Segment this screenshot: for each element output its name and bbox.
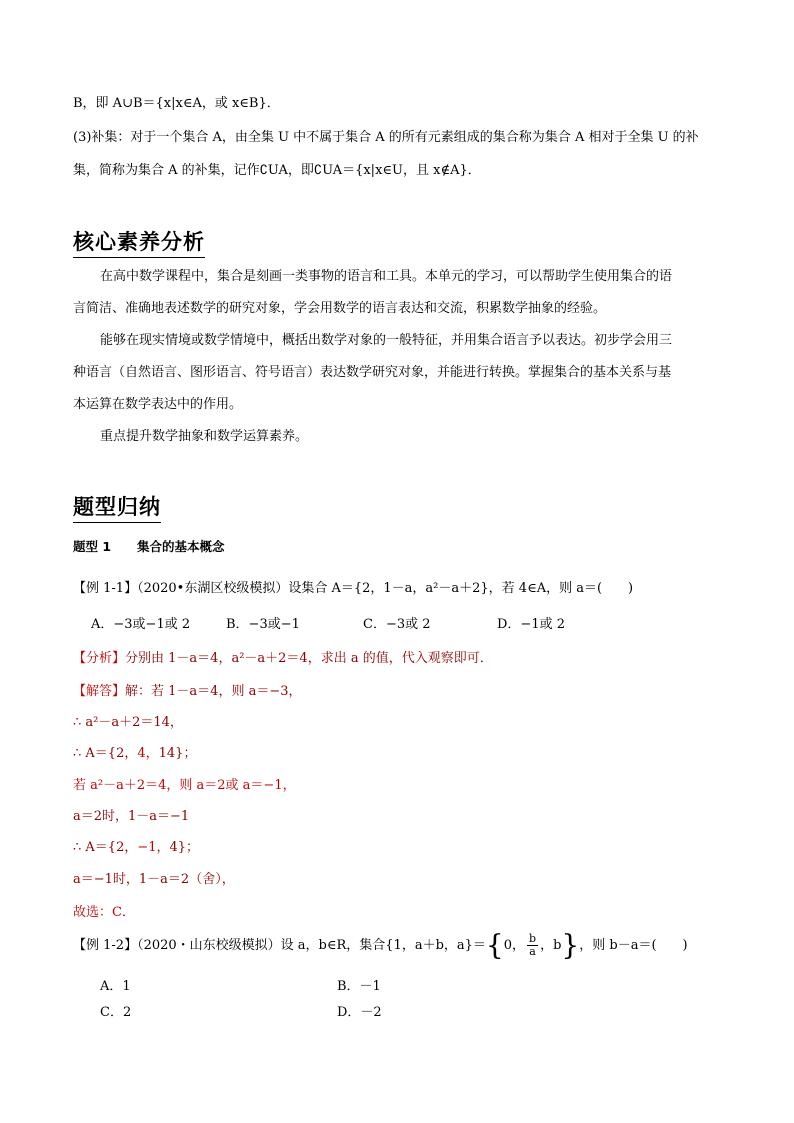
- solution-step-2: [73, 745, 196, 763]
- analysis-text: 分别由 1－a＝4，a²－a＋2＝4，求出 a 的值，代入观察即可．: [125, 651, 493, 666]
- example-1-1-option-b: B．−3或−1: [226, 617, 300, 632]
- solution-step-5-red: −1，: [137, 840, 170, 855]
- type-1-label: 题型 1: [73, 539, 112, 554]
- example-1-1-option-a: A．−3或−1或 2: [91, 617, 191, 632]
- example-1-2-tail: ，则 b－a＝( ): [579, 938, 688, 953]
- solution-step-2-red: 4，: [137, 746, 159, 761]
- example-1-1-stem: （2020•东湖区校级模拟）设集合 A＝{2，1－a，a²－a＋2}，若 4∈A，则 a＝( ): [137, 581, 634, 596]
- example-1-1-option-c: C．−3或 2: [363, 617, 431, 632]
- solution-step-4: a＝2时，1－a＝−1: [73, 809, 190, 824]
- solution-step-2-post: 14}；: [158, 746, 197, 761]
- solution-step-5-post: 4}；: [169, 840, 200, 855]
- fraction-b-over-a: [527, 933, 538, 958]
- example-1-2-question: [73, 928, 688, 962]
- solution-step-6: a＝−1时，1－a＝2（舍），: [73, 872, 235, 887]
- right-brace-icon: }: [561, 928, 580, 962]
- type-1-title: 集合的基本概念: [137, 539, 225, 554]
- solution-step-2-pre: ∴ A＝{2，: [73, 746, 138, 761]
- section-heading-core: 核心素养分析: [73, 230, 205, 254]
- example-1-2-tag: 【例 1-2】: [73, 938, 138, 953]
- example-1-2-option-c: C．2: [100, 1005, 132, 1020]
- set-open: 0，: [503, 938, 526, 953]
- left-brace-icon: {: [485, 928, 504, 962]
- section-heading-types: 题型归纳: [73, 495, 161, 519]
- example-1-1-question: [73, 580, 633, 598]
- solution-step-5: [73, 839, 199, 857]
- example-1-1-answer: [73, 683, 302, 701]
- set-close: ，b: [540, 938, 562, 953]
- def-line-2: (3)补集：对于一个集合 A，由全集 U 中不属于集合 A 的所有元素组成的集合称为集合 A 相对于全集 U 的补: [73, 130, 699, 145]
- answer-tag: 【解答】: [73, 684, 126, 699]
- example-1-2-option-b: B．－1: [337, 979, 381, 994]
- example-1-1-option-d: D．−1或 2: [497, 617, 565, 632]
- analysis-tag: 【分析】: [73, 651, 126, 666]
- core-paragraph-2c: 本运算在数学表达中的作用。: [73, 397, 243, 412]
- core-paragraph-2b: 种语言（自然语言、图形语言、符号语言）表达数学研究对象，并能进行转换。掌握集合的基本关系与基: [73, 365, 672, 380]
- fraction-numerator: b: [529, 932, 537, 945]
- core-paragraph-3: 重点提升数学抽象和数学运算素养。: [100, 429, 309, 444]
- core-paragraph-1b: 言简洁、准确地表述数学的研究对象，学会用数学的语言表达和交流，积累数学抽象的经验。: [73, 301, 607, 316]
- solution-choice: 故选：C．: [73, 905, 135, 920]
- solution-step-1: ∴ a²－a＋2＝14，: [73, 715, 183, 730]
- solution-step-5-pre: ∴ A＝{2，: [73, 840, 138, 855]
- def-line-3: 集，简称为集合 A 的补集，记作∁UA，即∁UA＝{x|x∈U，且 x∉A}．: [73, 163, 481, 178]
- example-1-1-tag: 【例 1-1】: [73, 581, 138, 596]
- def-line-1: B，即 A∪B＝{x|x∈A，或 x∈B}．: [73, 96, 280, 111]
- core-paragraph-1a: 在高中数学课程中，集合是刻画一类事物的语言和工具。本单元的学习，可以帮助学生使用集合的语: [100, 269, 673, 284]
- example-1-2-option-d: D．－2: [337, 1005, 382, 1020]
- answer-text: 解：若 1－a＝4，则 a＝−3，: [125, 684, 302, 699]
- fraction-denominator: a: [529, 945, 536, 958]
- example-1-1-analysis: [73, 650, 493, 668]
- example-1-2-stem: （2020・山东校级模拟）设 a，b∈R，集合{1，a＋b，a}＝: [137, 938, 486, 953]
- example-1-2-option-a: A．1: [100, 979, 131, 994]
- core-paragraph-2a: 能够在现实情境或数学情境中，概括出数学对象的一般特征，并用集合语言予以表达。初步学会用三: [100, 333, 673, 348]
- solution-step-3: 若 a²－a＋2＝4，则 a＝2或 a＝−1，: [73, 778, 296, 793]
